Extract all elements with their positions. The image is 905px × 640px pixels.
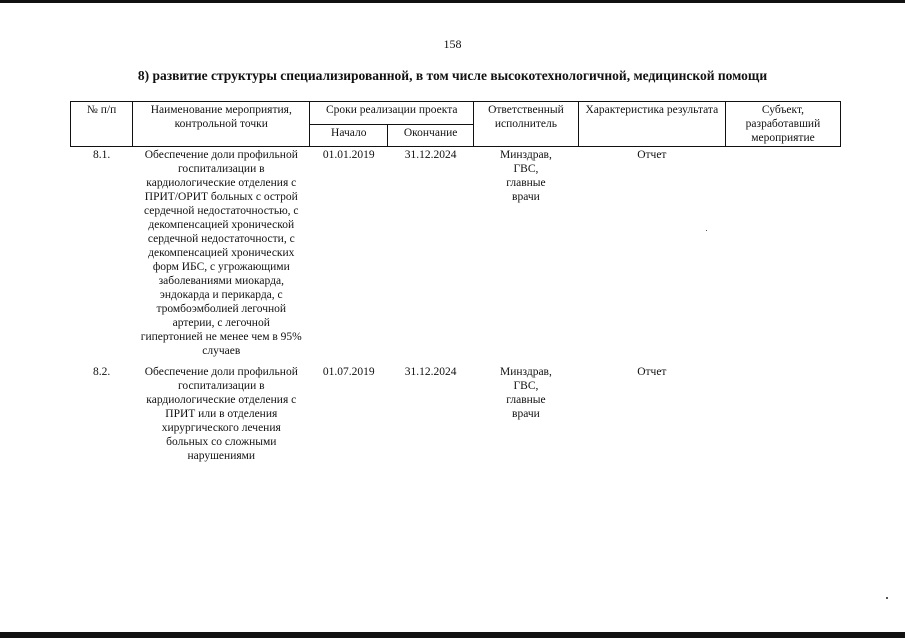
table-row	[71, 147, 841, 360]
bottom-border-line	[0, 632, 905, 638]
header-num: № п/п	[71, 102, 133, 147]
row-subject-cell	[725, 147, 840, 360]
top-border-line	[0, 0, 905, 3]
row-num-cell: 8.2.	[92, 366, 111, 378]
row-responsible-cell: Минздрав, ГВС, главные врачи	[499, 366, 552, 420]
scan-speck	[706, 230, 707, 231]
row-name-cell: Обеспечение доли профильной госпитализации в кардиологические отделения с ПРИТ или в отделения хирургического лечения больных со сложными нарушениями	[144, 366, 298, 462]
row-start-cell: 01.07.2019	[322, 366, 375, 378]
header-end: Окончание	[388, 124, 474, 147]
row-start-cell: 01.01.2019	[322, 149, 375, 161]
row-result-cell: Отчет	[637, 366, 667, 378]
row-result-cell: Отчет	[637, 149, 667, 161]
header-start: Начало	[310, 124, 388, 147]
header-responsible: Ответственный исполнитель	[474, 102, 579, 147]
scan-speck	[886, 597, 888, 599]
table-header-row	[71, 102, 841, 125]
row-name-cell: Обеспечение доли профильной госпитализации в кардиологические отделения с ПРИТ/ОРИТ больных с острой сердечной недостаточностью, с декомпенсацией хронической сердечной недостаточности, с декомпенсацией хронических форм ИБС, с угрожающими заболеваниями миокарда, эндокарда и перикарда, с тромбоэмболией легочной артерии, с легочной гипертонией не менее чем в 95% случаев	[140, 149, 302, 357]
page-number: 158	[443, 37, 462, 51]
row-num-cell: 8.1.	[92, 149, 111, 161]
row-subject-cell	[725, 359, 840, 464]
header-name: Наименование мероприятия, контрольной точки	[133, 102, 310, 147]
header-subject: Субъект, разработавший мероприятие	[725, 102, 840, 147]
measures-table	[70, 101, 841, 464]
header-result: Характеристика результата	[578, 102, 725, 147]
table-row	[71, 359, 841, 464]
section-heading: 8) развитие структуры специализированной, в том числе высокотехнологичной, медицинской помощи	[137, 68, 768, 83]
header-period: Сроки реализации проекта	[310, 102, 474, 125]
row-end-cell: 31.12.2024	[404, 149, 457, 161]
row-end-cell: 31.12.2024	[404, 366, 457, 378]
row-responsible-cell: Минздрав, ГВС, главные врачи	[499, 149, 552, 203]
